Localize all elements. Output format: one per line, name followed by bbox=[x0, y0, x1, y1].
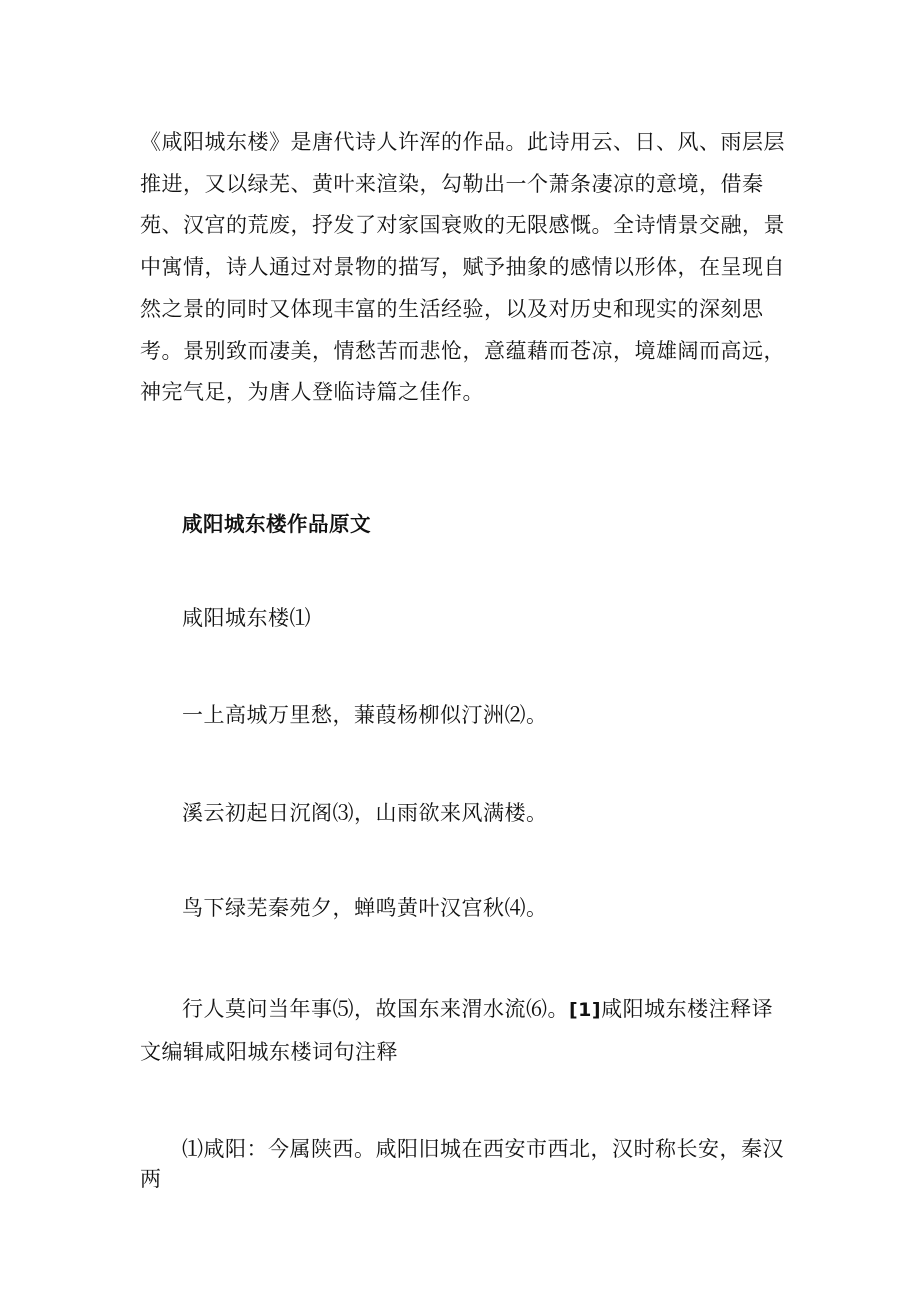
poem-line-4: 行人莫问当年事⑸，故国东来渭水流⑹。 bbox=[182, 997, 569, 1021]
poem-line-2: 溪云初起日沉阁⑶，山雨欲来风满楼。 bbox=[182, 801, 548, 825]
intro-paragraph: 《咸阳城东楼》是唐代诗人许浑的作品。此诗用云、日、风、雨层层推进，又以绿芜、黄叶来渲染，勾勒出一个萧条凄凉的意境，借秦苑、汉宫的荒废，抒发了对家国衰败的无限感慨。全诗情景交融，景中寓情，诗人通过对景物的描写，赋予抽象的感情以形体，在呈现自然之景的同时又体现丰富的生活经验，以及对历史和现实的深刻思考。景别致而凄美，情愁苦而悲怆，意蕴藉而苍凉，境雄阔而高远，神完气足，为唐人登临诗篇之佳作。 bbox=[140, 130, 785, 405]
poem-line-4-with-annotation-heading bbox=[140, 989, 790, 1073]
poem-title: 咸阳城东楼⑴ bbox=[182, 606, 311, 630]
reference-marker: [1] bbox=[569, 999, 602, 1021]
poem-line-3: 鸟下绿芜秦苑夕，蝉鸣黄叶汉宫秋⑷。 bbox=[182, 896, 548, 920]
annotation-heading: 咸阳城东楼注释译文编辑咸阳城东楼词句注释 bbox=[140, 997, 774, 1064]
poem-line-1: 一上高城万里愁，蒹葭杨柳似汀洲⑵。 bbox=[182, 703, 548, 727]
note-1: ⑴咸阳：今属陕西。咸阳旧城在西安市西北，汉时称长安，秦汉两 bbox=[140, 1137, 784, 1191]
section-heading: 咸阳城东楼作品原文 bbox=[182, 512, 371, 536]
